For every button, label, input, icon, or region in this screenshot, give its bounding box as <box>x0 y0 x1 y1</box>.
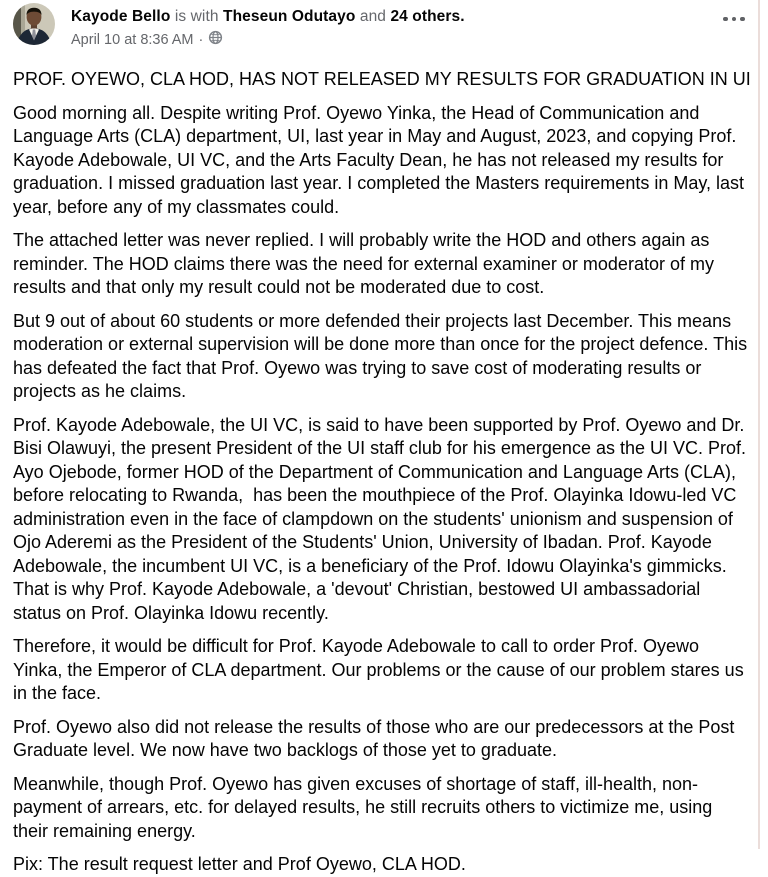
post-body <box>0 51 768 877</box>
post-paragraph: Prof. Kayode Adebowale, the UI VC, is said to have been supported by Prof. Oyewo and Dr. Bisi Olawuyi, the present President of the UI staff club for his emergence as the UI VC. Prof. Ayo Ojebode, former HOD of the Department of Communication and Language Arts (CLA), before relocating to Rwanda, has been the mouthpiece of the Prof. Olayinka Idowu-led VC administration even in the face of clampdown on the students' unionism and suspension of Ojo Aderemi as the President of the Students' Union, University of Ibadan. Prof. Kayode Adebowale, the incumbent UI VC, is a beneficiary of the Prof. Idowu Olayinka's gimmicks. That is why Prof. Kayode Adebowale, a 'devout' Christian, bestowed UI ambassadorial status on Prof. Olayinka Idowu recently. <box>13 414 751 623</box>
ellipsis-icon <box>740 17 745 22</box>
meta-separator: · <box>198 31 204 48</box>
timestamp[interactable]: April 10 at 8:36 AM <box>71 31 194 48</box>
post-paragraph: Meanwhile, though Prof. Oyewo has given excuses of shortage of staff, ill-health, non-payment of arrears, etc. for delayed results, he still recruits others to victimize me, using their remaining energy. <box>13 773 718 841</box>
byline-connector: is with <box>174 8 219 25</box>
others-count[interactable]: 24 others <box>390 8 461 25</box>
tagged-person[interactable]: Theseun Odutayo <box>223 8 356 25</box>
ellipsis-icon <box>732 17 737 22</box>
post-paragraph: Pix: The result request letter and Prof Oyewo, CLA HOD. <box>13 854 466 874</box>
post-byline <box>71 7 755 27</box>
post-meta <box>71 29 755 51</box>
post-header <box>0 0 768 51</box>
byline-period: . <box>460 8 465 25</box>
post-paragraph: Good morning all. Despite writing Prof. Oyewo Yinka, the Head of Communication and Language Arts (CLA) department, UI, last year in May and August, 2023, and copying Prof. Kayode Adebowale, UI VC, and the Arts Faculty Dean, he has not released my results for graduation. I missed graduation last year. I completed the Masters requirements in May, last year, before any of my classmates could. <box>13 102 750 217</box>
post-paragraph: PROF. OYEWO, CLA HOD, HAS NOT RELEASED MY RESULTS FOR GRADUATION IN UI <box>13 69 751 89</box>
more-options-button[interactable] <box>718 8 750 30</box>
author-name[interactable]: Kayode Bello <box>71 8 171 25</box>
post-paragraph: The attached letter was never replied. I will probably write the HOD and others again as reminder. The HOD claims there was the need for external examiner or moderator of my results and that only my result could not be moderated due to cost. <box>13 230 719 297</box>
post-paragraph: Therefore, it would be difficult for Prof. Kayode Adebowale to call to order Prof. Oyewo Yinka, the Emperor of CLA department. Our problems or the cause of our problem stares us in the face. <box>13 636 749 703</box>
header-text <box>71 3 755 51</box>
ellipsis-icon <box>723 17 728 22</box>
byline-connector-2: and <box>359 8 387 25</box>
avatar[interactable] <box>13 3 55 45</box>
post-paragraph: But 9 out of about 60 students or more defended their projects last December. This means moderation or external supervision will be done more than once for the project defence. This has defeated the fact that Prof. Oyewo was trying to save cost of moderating results or projects as he claims. <box>13 310 753 401</box>
avatar-photo <box>13 3 55 45</box>
globe-public-icon <box>208 30 223 51</box>
post-paragraph: Prof. Oyewo also did not release the results of those who are our predecessors at the Post Graduate level. We now have two backlogs of those yet to graduate. <box>13 716 740 760</box>
